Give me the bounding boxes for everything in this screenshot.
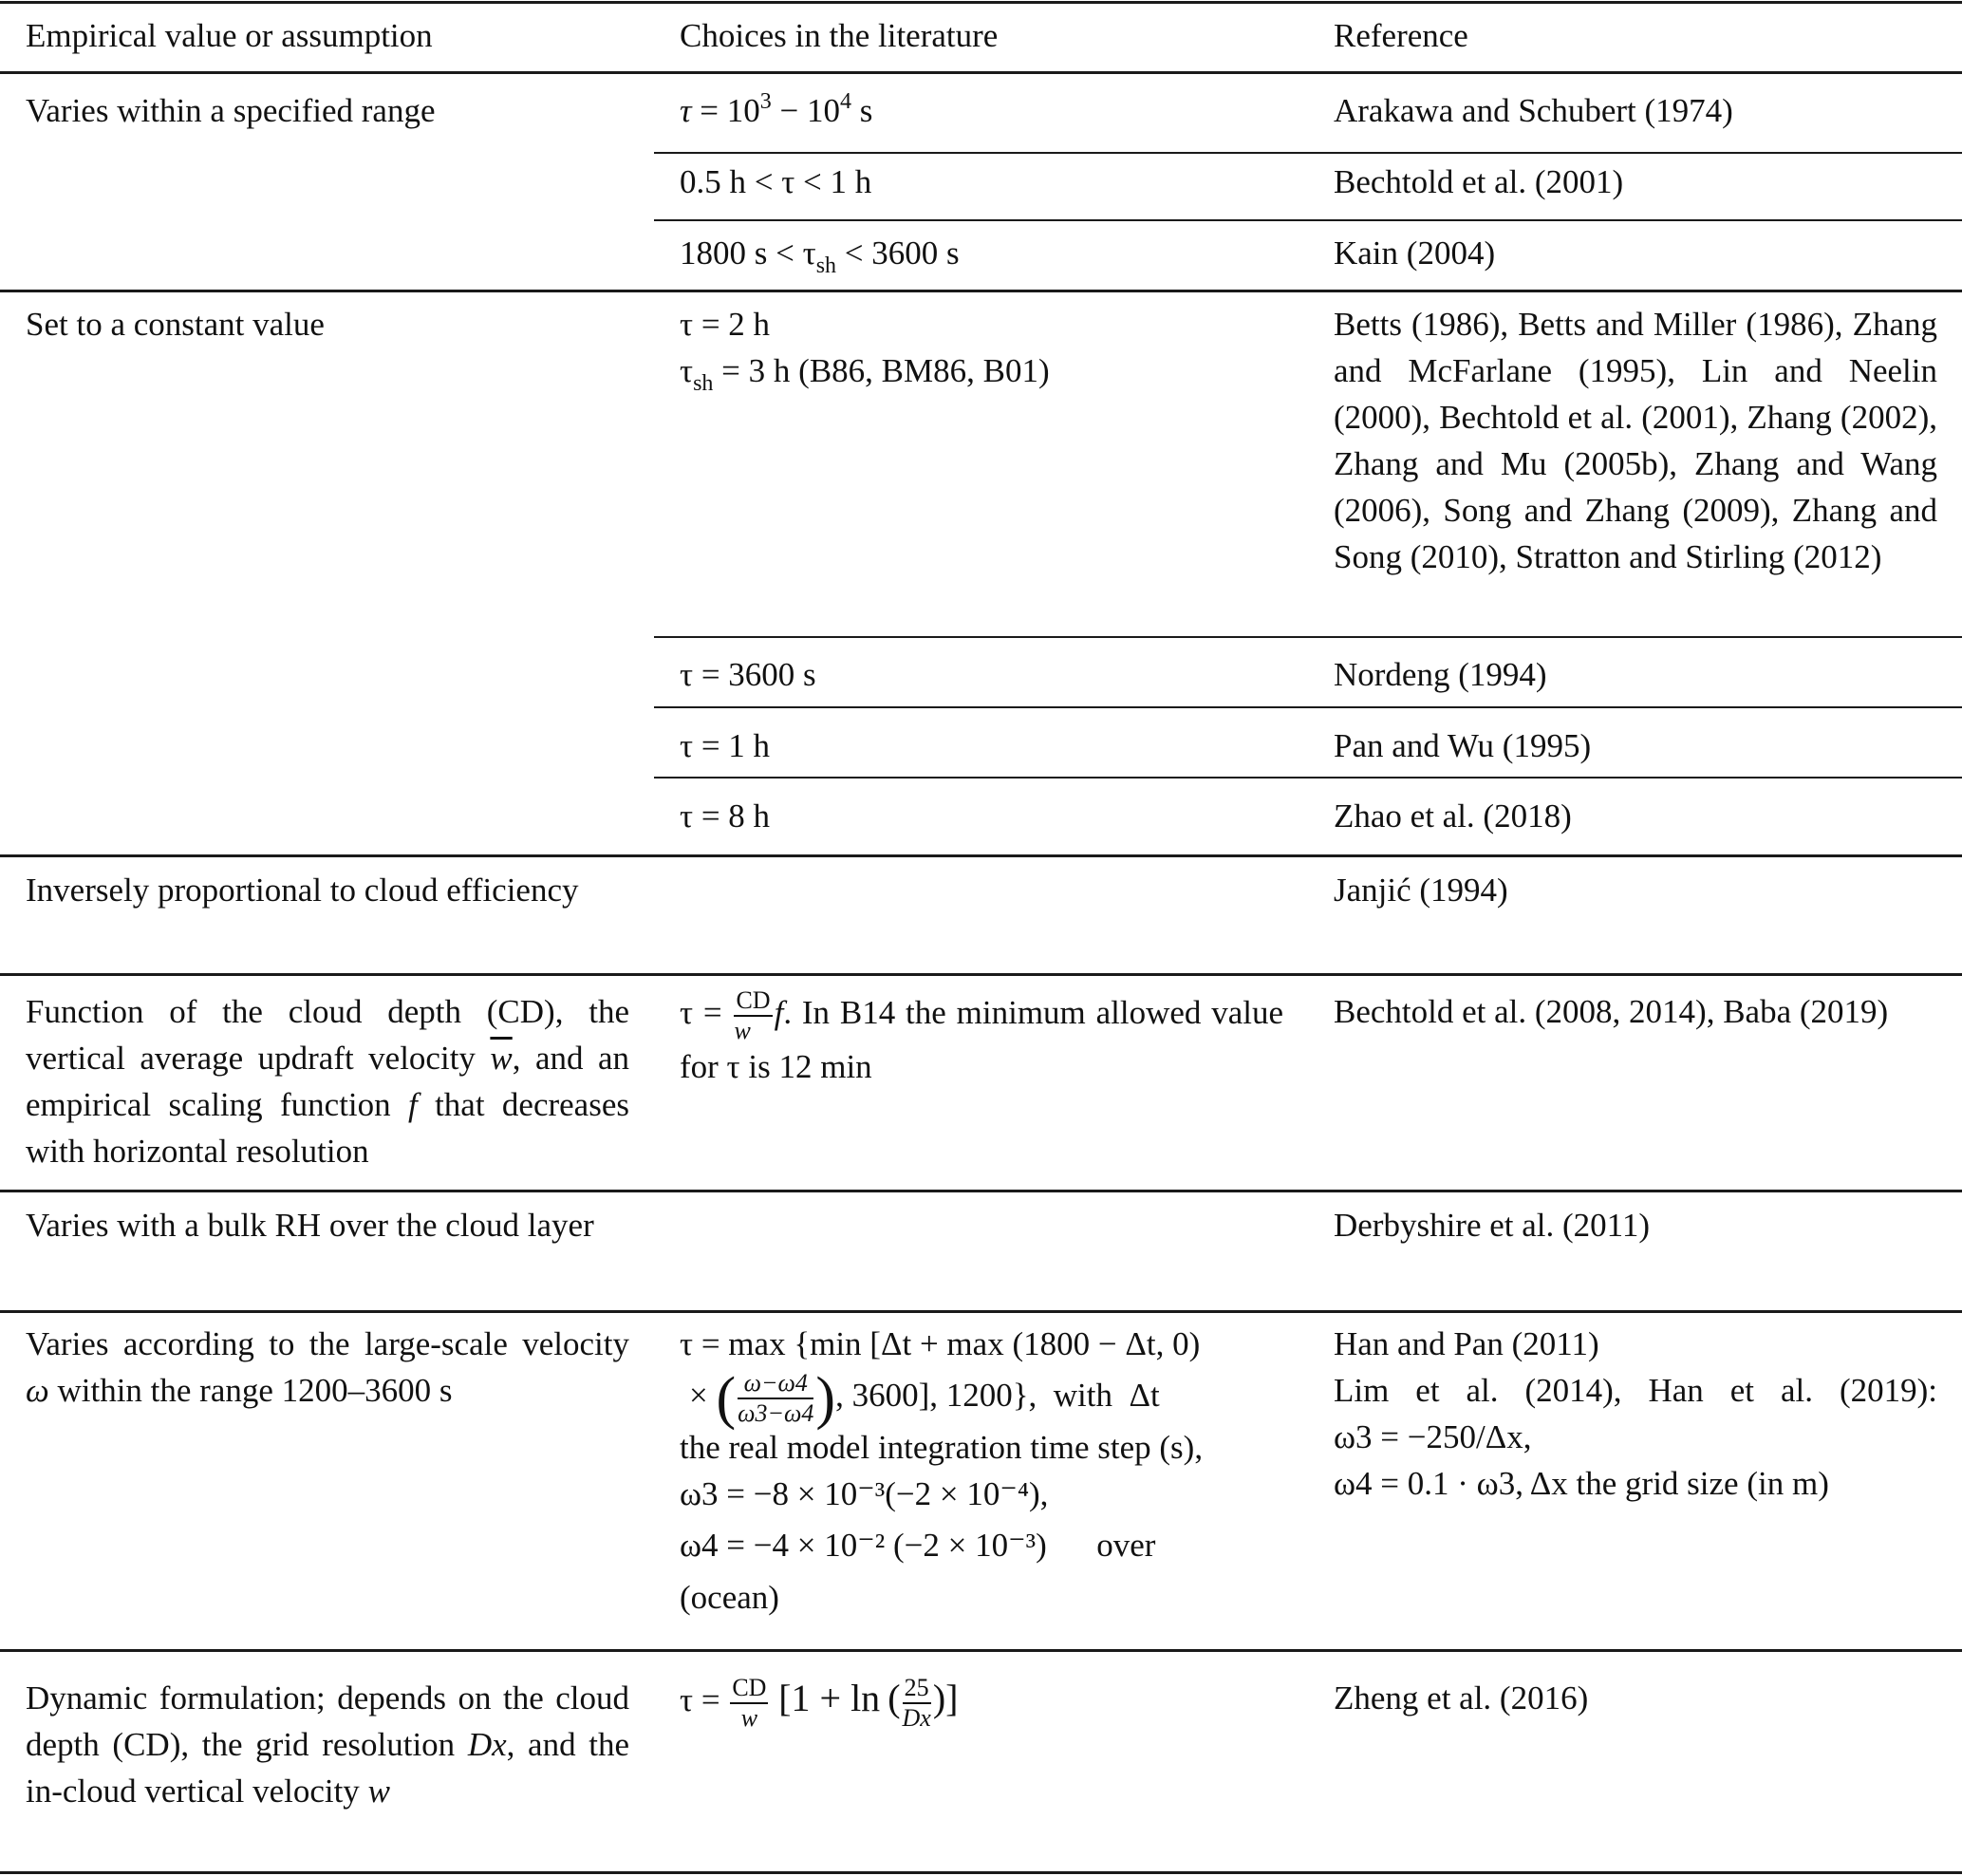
tau-equals: τ = — [680, 1681, 729, 1718]
fraction — [734, 988, 772, 1043]
denominator: ω3−ω4 — [738, 1398, 814, 1427]
numerator: ω−ω4 — [738, 1371, 813, 1399]
formula-text: [1 + ln ( — [778, 1677, 901, 1719]
header-choices: Choices in the literature — [680, 17, 999, 54]
choice-text: − 10 — [771, 92, 841, 129]
subscript: sh — [693, 371, 714, 396]
formula-line: the real model integration time step (s), — [680, 1429, 1204, 1466]
row1-reference-2: Bechtold et al. (2001) — [1334, 163, 1624, 200]
reference-line: ω3 = −250/Δx, — [1334, 1418, 1532, 1455]
dx-symbol: Dx — [467, 1726, 507, 1763]
row2-reference-1: Betts (1986), Betts and Miller (1986), Zhang and McFarlane (1995), Lin and Neelin (2000), Bechtold et al. (2001), Zhang (2002), Zhang and Mu (2005b), Zhang and Wang (2006), Song and Zhang (2009), Zhang and Song (2010), Stratton and Stirling (2012) — [1334, 306, 1937, 575]
row-divider — [654, 636, 1962, 638]
formula-text: , 3600], 1200}, with Δt — [835, 1377, 1160, 1414]
choice-line: τ = 2 h — [680, 306, 771, 343]
paren: ) — [815, 1365, 836, 1431]
assumption-text: Varies according to the large-scale velocity — [26, 1325, 629, 1362]
formula-line: (ocean) — [680, 1579, 779, 1616]
row2-assumption: Set to a constant value — [26, 306, 325, 343]
row-divider — [0, 290, 1962, 292]
row-divider — [654, 152, 1962, 154]
header-reference: Reference — [1334, 17, 1468, 54]
choice-text: . In B14 the minimum allowed value for τ is 12 min — [680, 994, 1284, 1085]
denominator: Dx — [902, 1703, 931, 1732]
numerator: 25 — [903, 1676, 931, 1704]
row1-choice-1-math: $\tau = 10^3 - 10^4$ s — [680, 87, 1059, 134]
tau-symbol: τ — [680, 92, 692, 129]
exponent: 3 — [759, 89, 772, 114]
assumption-text: Dynamic formulation; depends on the cloud depth (CD), the grid resolution — [26, 1679, 629, 1763]
reference-line: Lim et al. (2014), Han et al. (2019): — [1334, 1372, 1937, 1409]
tau-symbol: τ — [680, 352, 694, 389]
row3-reference: Janjić (1994) — [1334, 872, 1508, 909]
assumption-text: within the range 1200–3600 s — [48, 1372, 453, 1409]
row6-assumption — [26, 1321, 629, 1414]
choice-text: s — [851, 92, 873, 129]
row-divider — [654, 219, 1962, 221]
table-bottom-rule — [0, 1871, 1962, 1874]
formula-text: )] — [932, 1677, 959, 1719]
row-divider — [654, 706, 1962, 708]
w-bar-symbol: $\overline{w}$ — [490, 1040, 513, 1077]
paren: ( — [716, 1365, 737, 1431]
row2-choice-4: τ = 8 h — [680, 797, 771, 835]
f-symbol: f — [408, 1086, 418, 1123]
fraction — [738, 1368, 814, 1427]
row3-assumption: Inversely proportional to cloud efficiency — [26, 872, 579, 909]
subscript: sh — [815, 253, 837, 278]
reference-line: ω4 = 0.1 · ω3, Δx the grid size (in m) — [1334, 1465, 1829, 1502]
row4-choice — [680, 988, 1283, 1090]
denominator: w — [740, 1703, 758, 1732]
header-bottom-rule — [0, 71, 1962, 74]
tau-equals: τ = — [680, 994, 733, 1032]
exponent: 4 — [840, 89, 852, 114]
row6-choice — [680, 1321, 1283, 1621]
formula-line — [680, 1365, 1283, 1431]
numerator: CD — [730, 1676, 768, 1704]
row2-choice-1 — [680, 301, 1283, 394]
row7-choice — [680, 1675, 1283, 1731]
assumption-text: , and an empirical scaling function — [26, 1040, 629, 1123]
choice-text: = 3 h (B86, BM86, B01) — [713, 352, 1050, 389]
choice-text: 1800 s < τ — [680, 234, 816, 272]
row2-reference-3: Pan and Wu (1995) — [1334, 727, 1592, 764]
numerator: CD — [734, 988, 772, 1017]
header-assumption: Empirical value or assumption — [26, 17, 433, 54]
row7-reference: Zheng et al. (2016) — [1334, 1679, 1589, 1717]
row-divider — [0, 1310, 1962, 1313]
w-symbol: w — [367, 1773, 390, 1810]
formula-line: ω4 = −4 × 10⁻² (−2 × 10⁻³) over — [680, 1527, 1156, 1564]
row1-reference-3: Kain (2004) — [1334, 234, 1496, 272]
row6-reference — [1334, 1321, 1937, 1507]
times-sign: × — [689, 1377, 708, 1414]
formula-line: ω3 = −8 × 10⁻³(−2 × 10⁻⁴), — [680, 1475, 1049, 1512]
row1-assumption: Varies within a specified range — [26, 92, 436, 129]
row-divider — [0, 1190, 1962, 1192]
denominator: w — [734, 1017, 751, 1044]
row2-choice-3: τ = 1 h — [680, 727, 771, 764]
omega-symbol: ω — [26, 1372, 49, 1409]
row5-reference: Derbyshire et al. (2011) — [1334, 1207, 1651, 1244]
row2-choice-2: τ = 3600 s — [680, 656, 816, 693]
row5-assumption: Varies with a bulk RH over the cloud layer — [26, 1207, 594, 1244]
row1-choice-2: 0.5 h < τ < 1 h — [680, 163, 872, 200]
fraction — [902, 1673, 931, 1732]
table-top-rule — [0, 1, 1962, 4]
formula-line: τ = max {min [Δt + max (1800 − Δt, 0) — [680, 1325, 1201, 1362]
row7-assumption — [26, 1675, 629, 1814]
row1-reference-1: Arakawa and Schubert (1974) — [1334, 92, 1733, 129]
row2-reference-2: Nordeng (1994) — [1334, 656, 1547, 693]
f-symbol: f — [774, 994, 784, 1032]
row-divider — [654, 777, 1962, 779]
row4-assumption — [26, 988, 629, 1174]
assumption-text: , and the in-cloud vertical velocity — [26, 1726, 630, 1810]
row1-choice-3 — [680, 230, 1283, 276]
reference-line: Han and Pan (2011) — [1334, 1325, 1599, 1362]
row2-reference-4: Zhao et al. (2018) — [1334, 797, 1572, 835]
fraction — [730, 1673, 768, 1732]
assumption-text: Function of the cloud depth (CD), the vertical average updraft velocity — [26, 993, 629, 1077]
row-divider — [0, 854, 1962, 857]
assumption-text: that decreases with horizontal resolution — [26, 1086, 629, 1170]
choice-line — [680, 347, 1283, 394]
row-divider — [0, 1649, 1962, 1652]
row4-reference: Bechtold et al. (2008, 2014), Baba (2019) — [1334, 993, 1889, 1030]
choice-text: < 3600 s — [836, 234, 960, 272]
row-divider — [0, 973, 1962, 976]
